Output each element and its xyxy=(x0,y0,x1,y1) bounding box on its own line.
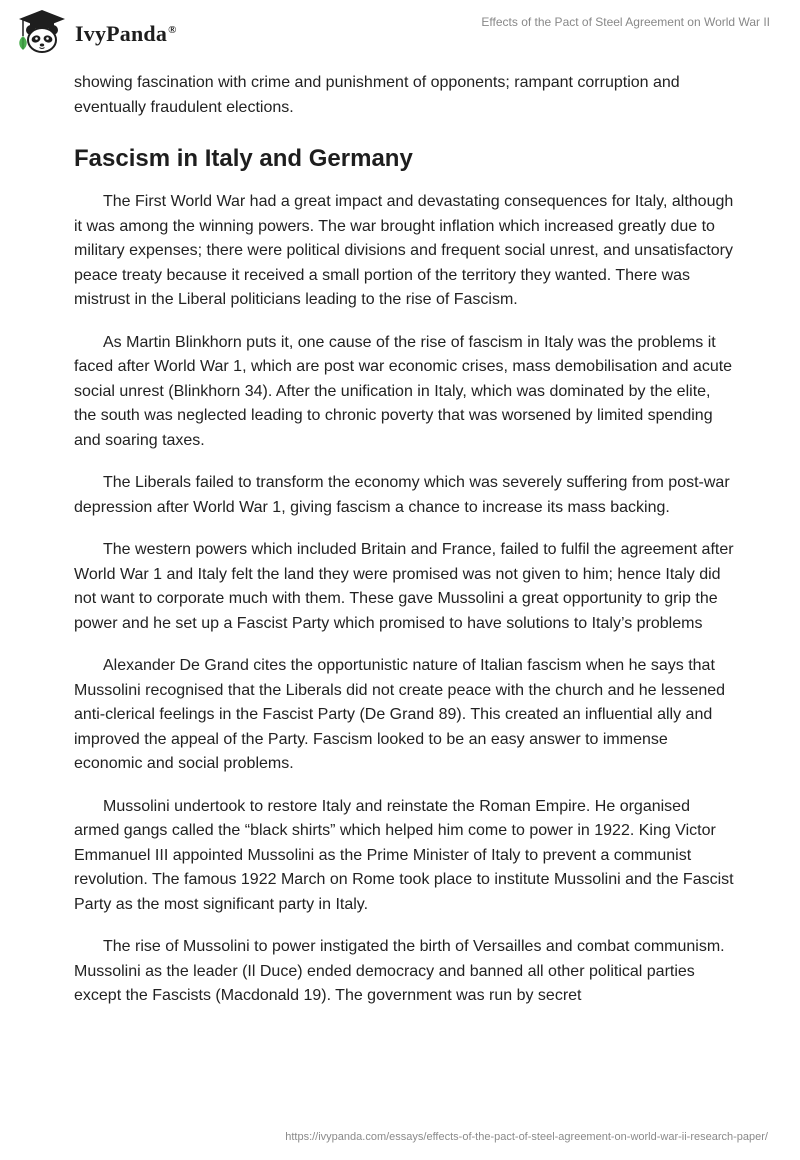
body-paragraph: The western powers which included Britain and France, failed to fulfil the agreement after World War 1 and Italy felt the land they were promised was not given to him; hence Italy did not want to corporate much with them. These gave Mussolini a great opportunity to grip the power and he set up a Fascist Party which promised to have solutions to Italy’s problems xyxy=(74,541,734,632)
body-paragraph: The First World War had a great impact and devastating consequences for Italy, although it was among the winning powers. The war brought inflation which increased greatly due to military expenses; there were political divisions and frequent social unrest, and unsatisfactory peace treaty because it received a small portion of the territory they wanted. There was mistrust in the Liberal politicians leading to the rise of Fascism. xyxy=(74,193,734,308)
intro-paragraph: showing fascination with crime and punishment of opponents; rampant corruption and eventually fraudulent elections. xyxy=(74,74,680,116)
essay-content xyxy=(74,71,734,1027)
body-paragraph: As Martin Blinkhorn puts it, one cause of the rise of fascism in Italy was the problems it faced after World War 1, which are post war economic crises, mass demobilisation and acute social unrest (Blinkhorn 34). After the unification in Italy, which was dominated by the elite, the south was neglected leading to chronic poverty that was worsened by limited spending and soaring taxes. xyxy=(74,333,733,449)
panda-graduate-icon xyxy=(15,8,69,56)
document-title: Effects of the Pact of Steel Agreement on World War II xyxy=(481,15,770,29)
brand-logo[interactable] xyxy=(15,8,177,56)
body-paragraph: Alexander De Grand cites the opportunistic nature of Italian fascism when he says that Mussolini recognised that the Liberals did not create peace with the church and he lessened anti-clerical feelings in the Fascist Party (De Grand 89). This created an influential ally and improved the appeal of the Party. Fascism looked to be an easy answer to immense economic and social problems. xyxy=(74,657,726,772)
source-url-link[interactable]: https://ivypanda.com/essays/effects-of-the-pact-of-steel-agreement-on-world-war-ii-research-paper/ xyxy=(285,1131,768,1143)
section-heading: Fascism in Italy and Germany xyxy=(74,145,413,172)
body-paragraph: The Liberals failed to transform the economy which was severely suffering from post-war depression after World War 1, giving fascism a chance to increase its mass backing. xyxy=(74,474,730,516)
body-paragraph: The rise of Mussolini to power instigated the birth of Versailles and combat communism. Mussolini as the leader (Il Duce) ended democracy and banned all other political parties except the Fascists (Macdonald 19). The government was run by secret xyxy=(74,938,725,1004)
body-paragraph: Mussolini undertook to restore Italy and reinstate the Roman Empire. He organised armed gangs called the “black shirts” which helped him come to power in 1922. King Victor Emmanuel III appointed Mussolini as the Prime Minister of Italy to prevent a communist revolution. The famous 1922 March on Rome took place to institute Mussolini and the Fascist Party as the most significant party in Italy. xyxy=(74,797,734,913)
brand-name: IvyPanda® xyxy=(75,21,177,46)
page-header xyxy=(0,0,800,64)
